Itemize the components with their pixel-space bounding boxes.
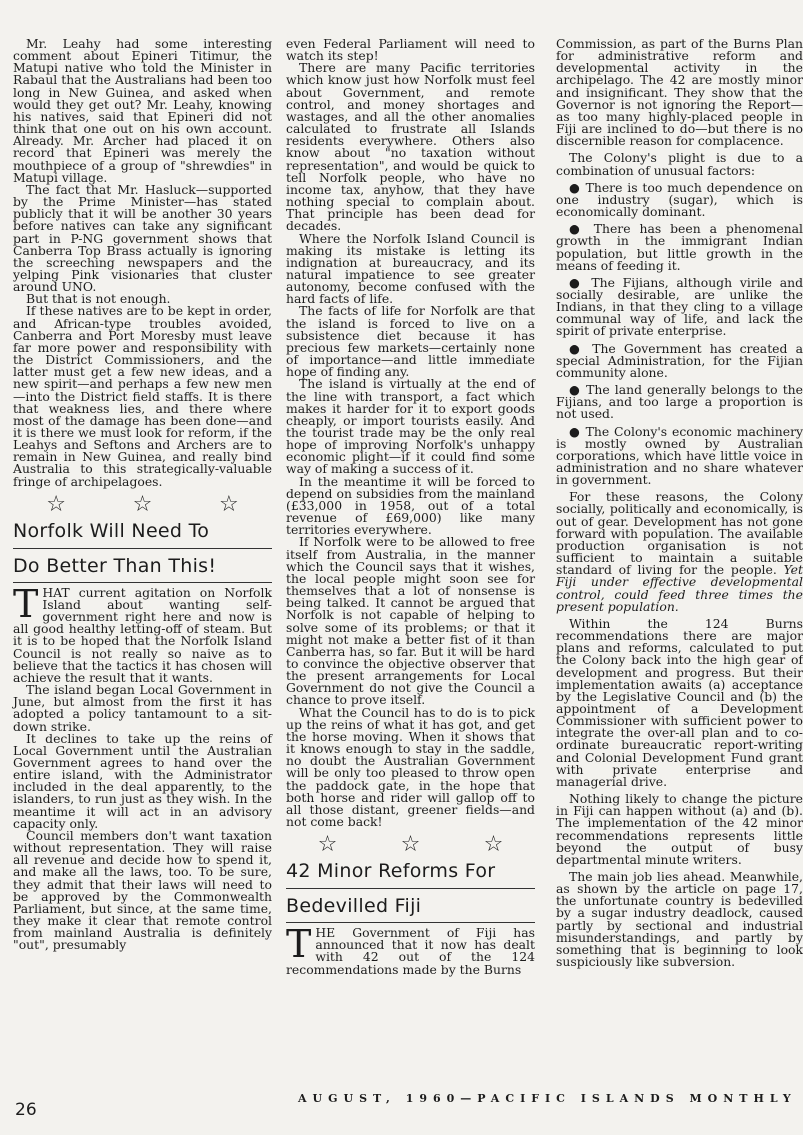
paragraph bbox=[556, 491, 803, 613]
paragraph-text: For these reasons, the Colony socially, politically and economically, is out of gear. Development has not gone forward with population. The available production organisation is not sufficient to maintain a suitable standard of living for the people. bbox=[556, 489, 803, 578]
lead-paragraph bbox=[13, 581, 272, 685]
paragraph: But that is not enough. bbox=[26, 291, 171, 307]
column-1 bbox=[13, 38, 272, 951]
paragraph: even Federal Parliament will need to watch its step! bbox=[286, 36, 535, 64]
column-2 bbox=[286, 38, 535, 976]
paragraph: The facts of life for Norfolk are that the island is forced to live on a subsistence diet because it has precious few markets—certainly none of importance—and little immediate hope of finding any. bbox=[286, 303, 535, 380]
paragraph: The island began Local Government in June, but almost from the first it has adopted a policy tantamount to a sit-down strike. bbox=[13, 682, 272, 734]
headline-norfolk-line1: Norfolk Will Need To bbox=[13, 519, 210, 542]
bullet-item: ● There is too much dependence on one industry (sugar), which is economically dominant. bbox=[556, 179, 803, 220]
masthead-footer: AUGUST, 1960—PACIFIC ISLANDS MONTHLY bbox=[298, 1092, 797, 1105]
paragraph: If Norfolk were to be allowed to free itself from Australia, in the manner which the Council says that it wishes, the local people might soon see for themselves that a lot of nonsense is being talked. It cannot be argued that Norfolk is not capable of helping to solve some of its problems; or that it might not make a better fist of it than Canberra has, so far. But it will be hard to convince the objective observer that the present arrangements for Local Government do not give the Council a chance to prove itself. bbox=[286, 534, 535, 708]
paragraph: The Colony's plight is due to a combination of unusual factors: bbox=[556, 150, 803, 178]
bullet-item: ● The Fijians, although virile and socially desirable, are unlike the Indians, in that they cling to a village communal way of life, and lack the spirit of private enterprise. bbox=[556, 274, 803, 339]
star-divider bbox=[286, 834, 535, 856]
paragraph: Within the 124 Burns recommendations there are major plans and reforms, calculated to put the Colony back into the high gear of development and progress. But their implementation awaits (a) acceptance by the Legislative Council and (b) the appointment of a Development Commissioner with sufficient power to integrate the over-all plan and to co-ordinate bureaucratic report-writing and Colonial Development Fund grant with private enterprise and managerial drive. bbox=[556, 615, 803, 789]
star-divider bbox=[13, 491, 272, 517]
paragraph: In the meantime it will be forced to depend on subsidies from the mainland (£33,000 in 1958, out of a total revenue of £69,000) like many territories everywhere. bbox=[286, 473, 535, 538]
paragraph: The island is virtually at the end of the line with transport, a fact which makes it harder for it to export goods cheaply, or import tourists easily. And the tourist trade may be the only real hope of improving Norfolk's unhappy economic plight—if it could find some way of making a success of it. bbox=[286, 376, 535, 477]
paragraph: Nothing likely to change the picture in Fiji can happen without (a) and (b). The implementation of the 42 minor recommendations represents little beyond the output of busy departmental minute writers. bbox=[556, 791, 803, 867]
paragraph: The main job lies ahead. Meanwhile, as shown by the article on page 17, the unfortunate country is bedevilled by a sugar industry deadlock, caused partly by sectional and industrial misunderstandings, and partly by something that is beginning to look suspiciously like subversion. bbox=[556, 869, 803, 970]
star-icon: ☆ bbox=[400, 832, 421, 858]
star-icon: ☆ bbox=[132, 491, 153, 517]
star-icon: ☆ bbox=[46, 491, 67, 517]
lead-paragraph bbox=[286, 922, 535, 977]
italic-text: Yet Fiji under effective developmental control, could feed three times the present population. bbox=[556, 562, 803, 614]
drop-cap: T bbox=[286, 922, 312, 967]
column-3 bbox=[556, 38, 803, 968]
paragraph: Council members don't want taxation without representation. They will raise all revenue and decide how to spend it, and make all the laws, too. To be sure, they admit that their laws will need to be approved by the Commonwealth Parliament, but since, at the same time, they make it clear that remote control from mainland Australia is definitely "out", presumably bbox=[13, 827, 272, 953]
paragraph: It declines to take up the reins of Local Government until the Australian Government agrees to hand over the entire island, with the Administrator included in the deal apparently, to the islanders, to run just as they wish. In the meantime it will act in an advisory capacity only. bbox=[13, 730, 272, 831]
paragraph: Where the Norfolk Island Council is making its mistake is letting its indignation at bureaucracy, and its natural impatience to see greater autonomy, become confused with the hard facts of life. bbox=[286, 230, 535, 307]
star-icon: ☆ bbox=[218, 491, 239, 517]
bullet-item: ● The land generally belongs to the Fijians, and too large a proportion is not used. bbox=[556, 382, 803, 422]
drop-cap: T bbox=[13, 581, 39, 626]
bullet-item: ● The Colony's economic machinery is mostly owned by Australian corporations, which have little voice in administration and no share whatever in government. bbox=[556, 423, 803, 488]
paragraph: Mr. Leahy had some interesting comment about Epineri Titimur, the Matupi native who told the Minister in Rabaul that the Australians had been too long in New Guinea, and asked when would they get out? Mr. Leahy, knowing his natives, said that Epineri did not think that one out on his own account. Already. Mr. Archer had placed it on record that Epineri was merely the mouthpiece of a group of "shrewdies" in Matupi village. bbox=[13, 36, 272, 185]
headline-fiji-line2: Bedevilled Fiji bbox=[286, 888, 535, 917]
star-icon: ☆ bbox=[317, 832, 338, 858]
page-number: 26 bbox=[15, 1100, 37, 1120]
headline-norfolk-line2: Do Better Than This! bbox=[13, 548, 272, 577]
paragraph: What the Council has to do is to pick up the reins of what it has got, and get the horse moving. When it shows that it knows enough to stay in the saddle, no doubt the Australian Government will be only too pleased to throw open the paddock gate, in the hope that both horse and rider will gallop off to all those distant, greener fields—and not come back! bbox=[286, 704, 535, 829]
lead-text: HAT current agitation on Norfolk Island about wanting self-government right here and now is all good healthy letting-off of steam. But it is to be hoped that the Norfolk Island Council is not really so naive as to believe that the tactics it has chosen will achieve the result that it wants. bbox=[13, 584, 272, 685]
paragraph: Commission, as part of the Burns Plan for administrative reform and developmental activity in the archipelago. The 42 are mostly minor and insignificant. They show that the Governor is not ignoring the Report—as too many highly-placed people in Fiji are inclined to do—but there is no discernible reason for complacence. bbox=[556, 36, 803, 149]
headline-fiji-line1: 42 Minor Reforms For bbox=[286, 860, 496, 883]
lead-text: HE Government of Fiji has announced that it now has dealt with 42 out of the 124 recommendations made by the Burns bbox=[286, 925, 535, 977]
bullet-item: ● The Government has created a special Administration, for the Fijian community alone. bbox=[556, 340, 803, 380]
bullet-item: ● There has been a phenomenal growth in the immigrant Indian population, but little growth in the means of feeding it. bbox=[556, 221, 803, 273]
star-icon: ☆ bbox=[483, 832, 504, 858]
paragraph: If these natives are to be kept in order, and African-type troubles avoided, Canberra and Port Moresby must leave far more power and responsibility with the District Commissioners, and the latter must get a few new ideas, and a new spirit—and perhaps a few new men—into the District field staffs. It is there that weakness lies, and there where most of the damage has been done—and it is there we must look for reform, if the Leahys and Seftons and Archers are to remain in New Guinea, and really bind Australia to this strategically-valuable fringe of archipelagoes. bbox=[13, 303, 272, 489]
paragraph: The fact that Mr. Hasluck—supported by the Prime Minister—has stated publicly that it will be another 30 years before natives can take any significant part in P-NG government shows that Canberra Top Brass actually is ignoring the screeching newspapers and the yelping Pink visionaries that cluster around UNO. bbox=[13, 181, 272, 295]
paragraph: There are many Pacific territories which know just how Norfolk must feel about Government, and remote control, and money shortages and wastages, and all the other anomalies calculated to frustrate all Islands residents everywhere. Others also know about "no taxation without representation", and would be quick to tell Norfolk people, who have no income tax, anyhow, that they have nothing special to complain about. That principle has been dead for decades. bbox=[286, 60, 535, 234]
